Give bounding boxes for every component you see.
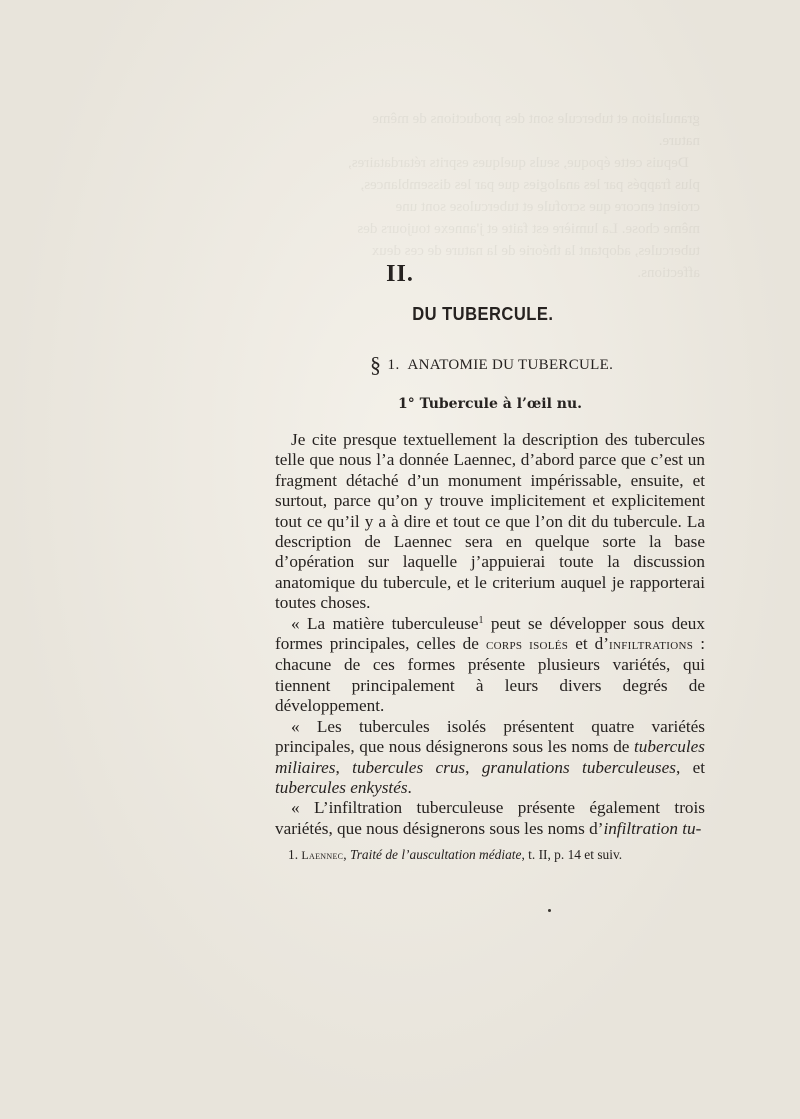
footnote-author: Laennec [301,848,344,862]
text-run: « Les tubercules isolés présentent quatre variétés principales, que nous désignerons sous les noms de [275,716,705,757]
footnote-separator: , [343,847,350,862]
paragraph-2 [275,614,705,717]
text-run: « L’infiltration tuberculeuse présente également trois variétés, que nous désignerons sous les noms d’ [275,798,705,838]
small-caps-term: corps isolés [485,637,569,654]
italic-term: tubercules crus [352,757,466,777]
footnote-ref: 1 [478,614,484,626]
paragraph-3 [275,717,705,799]
section-symbol: § [370,352,382,377]
ink-speck [548,909,551,912]
text-run: , [335,757,353,777]
footnote-work: Traité de l’auscultation médiate [349,847,522,862]
text-run: , et [675,757,706,777]
italic-term: tubercules enkystés [275,777,408,797]
chapter-title: DU TUBERCULE. [412,304,554,324]
footnote-number: 1. [288,847,299,862]
section-heading [370,352,613,378]
small-caps-term: infiltrations [609,637,694,654]
text-run: « La matière tuberculeuse [291,613,479,633]
section-number: 1. [387,357,400,373]
chapter-number: II. [386,261,414,287]
text-run: et d’ [568,634,609,654]
footnote [288,847,708,863]
bleed-through-text: granulation et tubercule sont des productions de même nature. Depuis cette époque, seuls quelques esprits rétardataires, plus frappés par les analogies que par les dissemblances, croient encore que scrofule et tuberculose sont une même chose. La lumière est faite et j'annexe toujours des tubercules, adoptant la théorie de la nature de ces deux affections. [348,111,700,281]
italic-term: infiltration tu- [603,818,702,838]
footnote-reference: , t. II, p. 14 et suiv. [521,847,623,862]
text-run: . [407,777,412,797]
subsection-heading: 1° Tubercule à l’œil nu. [397,396,583,412]
italic-term: tubercules miliaires [275,737,705,777]
text-run: : chacune de ces formes présente plusieurs variétés, qui tiennent principalement à leurs divers degrés de développement. [275,634,705,716]
paragraph-4 [275,798,705,839]
italic-term: granulations tuberculeuses [481,757,676,777]
body-text [275,430,705,839]
paragraph-1: Je cite presque textuellement la description des tubercules telle que nous l’a donnée Laennec, d’abord parce que c’est un fragment détaché d’un monument impérissable, ensuite, et surtout, parce qu’on y trouve implicitement et explicitement tout ce qu’il y a à dire et tout ce que l’on dit du tubercule. La description de Laennec sera en quelque sorte la base d’opération sur laquelle j’appuierai toute la discussion anatomique du tubercule, et le criterium auquel je rapporterai toutes choses. [275,430,705,613]
text-run: , [465,757,482,777]
text-run: peut se développer sous deux formes principales, celles de [275,613,705,654]
section-title: ANATOMIE DU TUBERCULE. [407,357,614,373]
